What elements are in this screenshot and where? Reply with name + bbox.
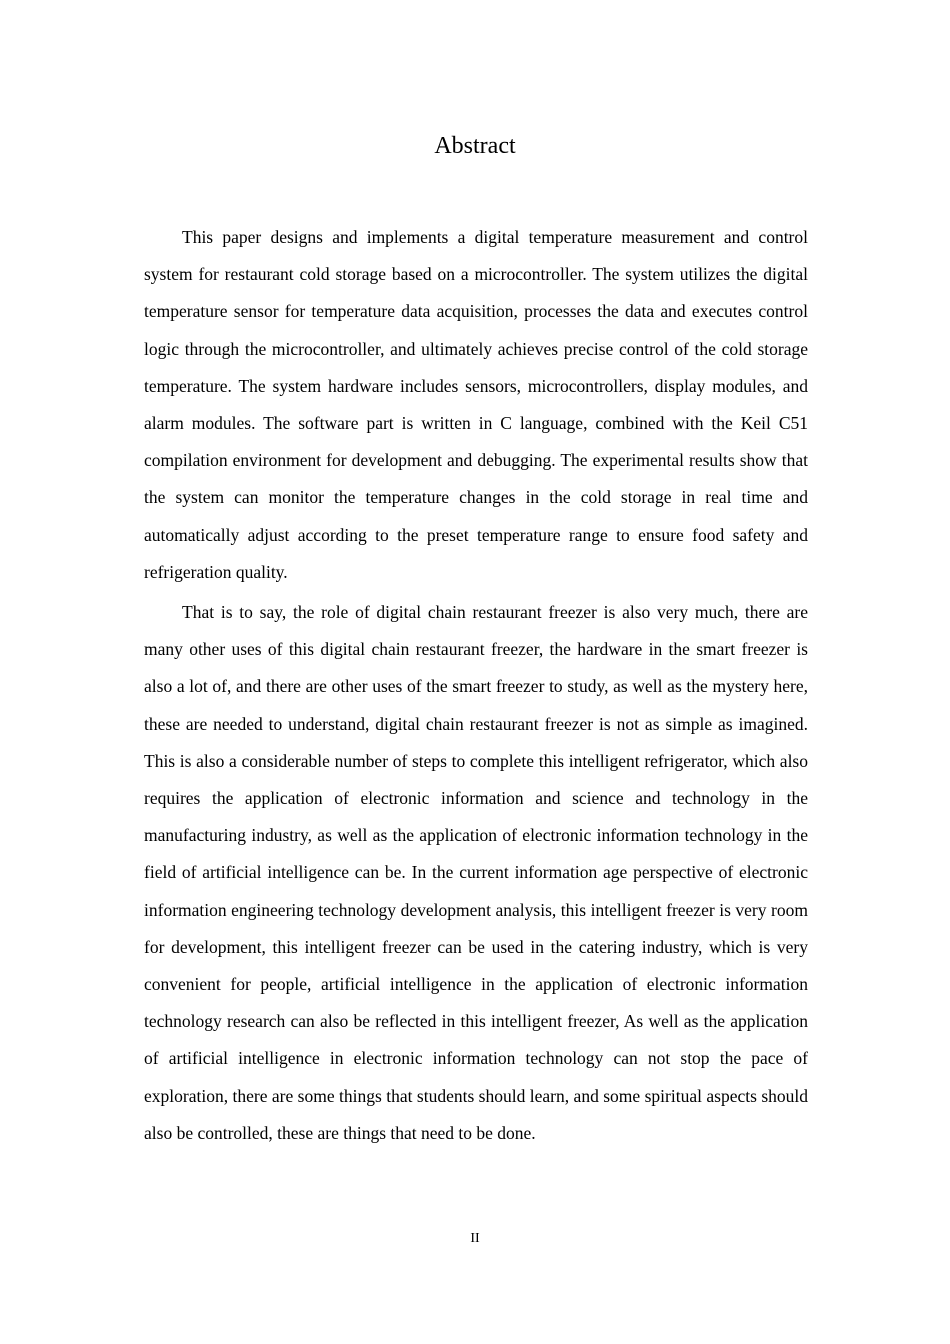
paragraph-2: That is to say, the role of digital chain restaurant freezer is also very much, there are many other uses of this digital chain restaurant freezer, the hardware in the smart freezer is also a lot of, and there are other uses of the smart freezer to study, as well as the mystery here, these are needed to understand, digital chain restaurant freezer is not as simple as imagined. This is also a considerable number of steps to complete this intelligent refrigerator, which also requires the application of electronic information and science and technology in the manufacturing industry, as well as the application of electronic information technology in the field of artificial intelligence can be. In the current information age perspective of electronic information engineering technology development analysis, this intelligent freezer is very room for development, this intelligent freezer can be used in the catering industry, which is very convenient for people, artificial intelligence in the application of electronic information technology research can also be reflected in this intelligent freezer, As well as the application of artificial intelligence in electronic information technology can not stop the pace of exploration, there are some things that students should learn, and some spiritual aspects should also be controlled, these are things that need to be done. (144, 602, 808, 1143)
page-title: Abstract (434, 133, 516, 159)
paragraph-1: This paper designs and implements a digital temperature measurement and control system for restaurant cold storage based on a microcontroller. The system utilizes the digital temperature sensor for temperature data acquisition, processes the data and executes control logic through the microcontroller, and ultimately achieves precise control of the cold storage temperature. The system hardware includes sensors, microcontrollers, display modules, and alarm modules. The software part is written in C language, combined with the Keil C51 compilation environment for development and debugging. The experimental results show that the system can monitor the temperature changes in the cold storage in real time and automatically adjust according to the preset temperature range to ensure food safety and refrigeration quality. (144, 227, 808, 582)
page-number: II (470, 1231, 480, 1246)
abstract-body (144, 219, 808, 1155)
